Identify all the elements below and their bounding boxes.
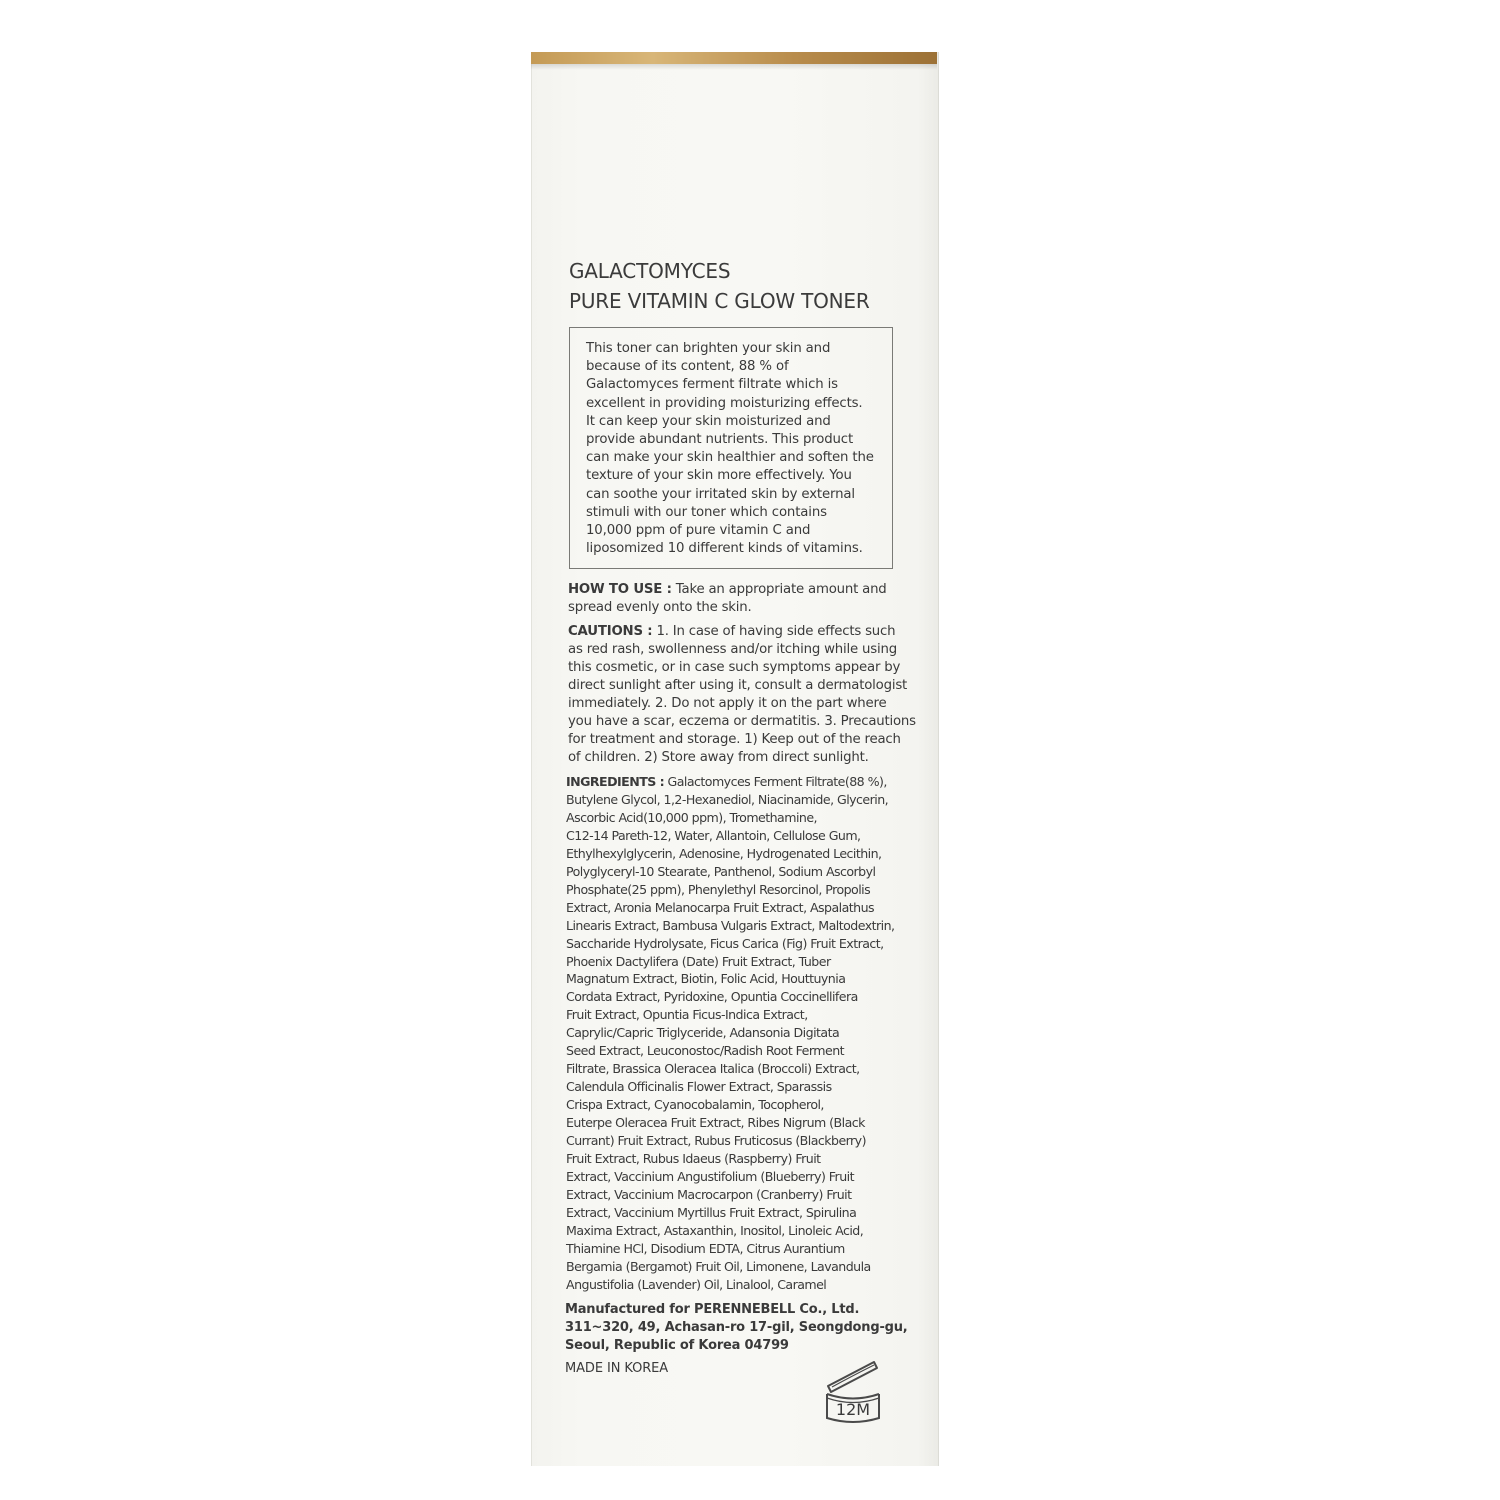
description-line: stimuli with our toner which contains [586, 504, 827, 520]
description-line: can soothe your irritated skin by external [586, 486, 855, 502]
ingredients-line: Cordata Extract, Pyridoxine, Opuntia Coccinellifera [566, 989, 858, 1005]
ingredients-line: Filtrate, Brassica Oleracea Italica (Broccoli) Extract, [566, 1061, 860, 1077]
ingredients-line: Seed Extract, Leuconostoc/Radish Root Ferment [566, 1043, 845, 1059]
ingredients-section [566, 773, 896, 1294]
ingredients-line: Phoenix Dactylifera (Date) Fruit Extract, Tuber [566, 953, 831, 969]
manufacturer-line: 311~320, 49, Achasan-ro 17-gil, Seongdong-gu, [565, 1320, 908, 1335]
ingredients-line: Fruit Extract, Opuntia Ficus-Indica Extract, [566, 1007, 808, 1023]
ingredients-line: Extract, Aronia Melanocarpa Fruit Extract, Aspalathus [566, 899, 875, 915]
ingredients-text: Galactomyces Ferment Filtrate(88 %), [667, 774, 887, 789]
ingredients-line: Calendula Officinalis Flower Extract, Sparassis [566, 1079, 832, 1095]
ingredients-line: Magnatum Extract, Biotin, Folic Acid, Houttuynia [566, 971, 846, 987]
ingredients-line: Thiamine HCl, Disodium EDTA, Citrus Aurantium [566, 1240, 845, 1256]
made-in-korea: MADE IN KOREA [565, 1361, 669, 1376]
ingredients-line: Maxima Extract, Astaxanthin, Inositol, Linoleic Acid, [566, 1222, 864, 1238]
title-line-2: PURE VITAMIN C GLOW TONER [569, 289, 870, 313]
description-line: Galactomyces ferment filtrate which is [586, 377, 838, 393]
ingredients-line: Extract, Vaccinium Angustifolium (Blueberry) Fruit [566, 1168, 854, 1184]
description-line: texture of your skin more effectively. You [586, 468, 852, 484]
manufacturer-line: Manufactured for PERENNEBELL Co., Ltd. [565, 1302, 860, 1317]
description-text [586, 340, 876, 558]
product-title [569, 256, 919, 316]
manufacturer-info [565, 1301, 908, 1355]
cautions-line [568, 623, 898, 641]
cautions-line: as red rash, swollenness and/or itching while using [568, 642, 897, 657]
ingredients-line: Phosphate(25 ppm), Phenylethyl Resorcinol, Propolis [566, 881, 871, 897]
ingredients-line: Saccharide Hydrolysate, Ficus Carica (Fig) Fruit Extract, [566, 935, 884, 951]
title-line-1: GALACTOMYCES [569, 259, 731, 283]
manufacturer-line: Seoul, Republic of Korea 04799 [565, 1338, 789, 1353]
how-to-use-section [568, 581, 898, 617]
ingredients-line: Extract, Vaccinium Macrocarpon (Cranberry) Fruit [566, 1186, 852, 1202]
ingredients-line: Linearis Extract, Bambusa Vulgaris Extract, Maltodextrin, [566, 917, 895, 933]
cautions-line: of children. 2) Store away from direct sunlight. [568, 750, 869, 765]
ingredients-line: Currant) Fruit Extract, Rubus Fruticosus (Blackberry) [566, 1133, 866, 1149]
ingredients-line: Bergamia (Bergamot) Fruit Oil, Limonene, Lavandula [566, 1258, 871, 1274]
ingredients-line: Butylene Glycol, 1,2-Hexanediol, Niacinamide, Glycerin, [566, 791, 889, 807]
ingredients-line: Fruit Extract, Rubus Idaeus (Raspberry) Fruit [566, 1151, 821, 1167]
description-line: It can keep your skin moisturized and [586, 413, 831, 429]
description-line: excellent in providing moisturizing effects. [586, 395, 863, 411]
description-line: provide abundant nutrients. This product [586, 432, 854, 448]
cautions-line: you have a scar, eczema or dermatitis. 3. Precautions [568, 714, 916, 729]
ingredients-line: Ethylhexylglycerin, Adenosine, Hydrogenated Lecithin, [566, 845, 882, 861]
cautions-line: direct sunlight after using it, consult a dermatologist [568, 678, 908, 693]
cautions-line: for treatment and storage. 1) Keep out of the reach [568, 732, 901, 747]
cautions-line: immediately. 2. Do not apply it on the part where [568, 696, 887, 711]
cautions-section [568, 623, 916, 767]
ingredients-line: Polyglyceryl-10 Stearate, Panthenol, Sodium Ascorbyl [566, 863, 876, 879]
how-to-use-label: HOW TO USE : [568, 582, 672, 597]
ingredients-line: Ascorbic Acid(10,000 ppm), Tromethamine, [566, 809, 817, 825]
how-to-use-text: Take an appropriate amount and [675, 582, 887, 597]
description-line: This toner can brighten your skin and [586, 341, 831, 356]
description-line: 10,000 ppm of pure vitamin C and [586, 523, 811, 539]
description-line: liposomized 10 different kinds of vitamins. [586, 541, 863, 557]
how-to-use-line [568, 581, 898, 599]
cautions-line: this cosmetic, or in case such symptoms appear by [568, 660, 901, 675]
ingredients-line: Crispa Extract, Cyanocobalamin, Tocopherol, [566, 1097, 824, 1113]
pao-label: 12M [835, 1400, 871, 1419]
ingredients-label: INGREDIENTS : [566, 774, 665, 789]
ingredients-line: Euterpe Oleracea Fruit Extract, Ribes Nigrum (Black [566, 1115, 865, 1131]
ingredients-line: Caprylic/Capric Triglyceride, Adansonia Digitata [566, 1025, 840, 1041]
description-line: can make your skin healthier and soften the [586, 450, 874, 466]
how-to-use-line: spread evenly onto the skin. [568, 600, 752, 615]
cautions-text: 1. In case of having side effects such [656, 624, 896, 639]
box-top-shadow [531, 64, 937, 70]
cautions-label: CAUTIONS : [568, 624, 653, 639]
ingredients-line: Extract, Vaccinium Myrtillus Fruit Extract, Spirulina [566, 1204, 857, 1220]
ingredients-line: C12-14 Pareth-12, Water, Allantoin, Cellulose Gum, [566, 827, 861, 843]
box-top-gold-flap [531, 52, 937, 64]
ingredients-line [566, 773, 896, 791]
ingredients-line: Angustifolia (Lavender) Oil, Linalool, Caramel [566, 1276, 827, 1292]
description-line: because of its content, 88 % of [586, 359, 789, 375]
